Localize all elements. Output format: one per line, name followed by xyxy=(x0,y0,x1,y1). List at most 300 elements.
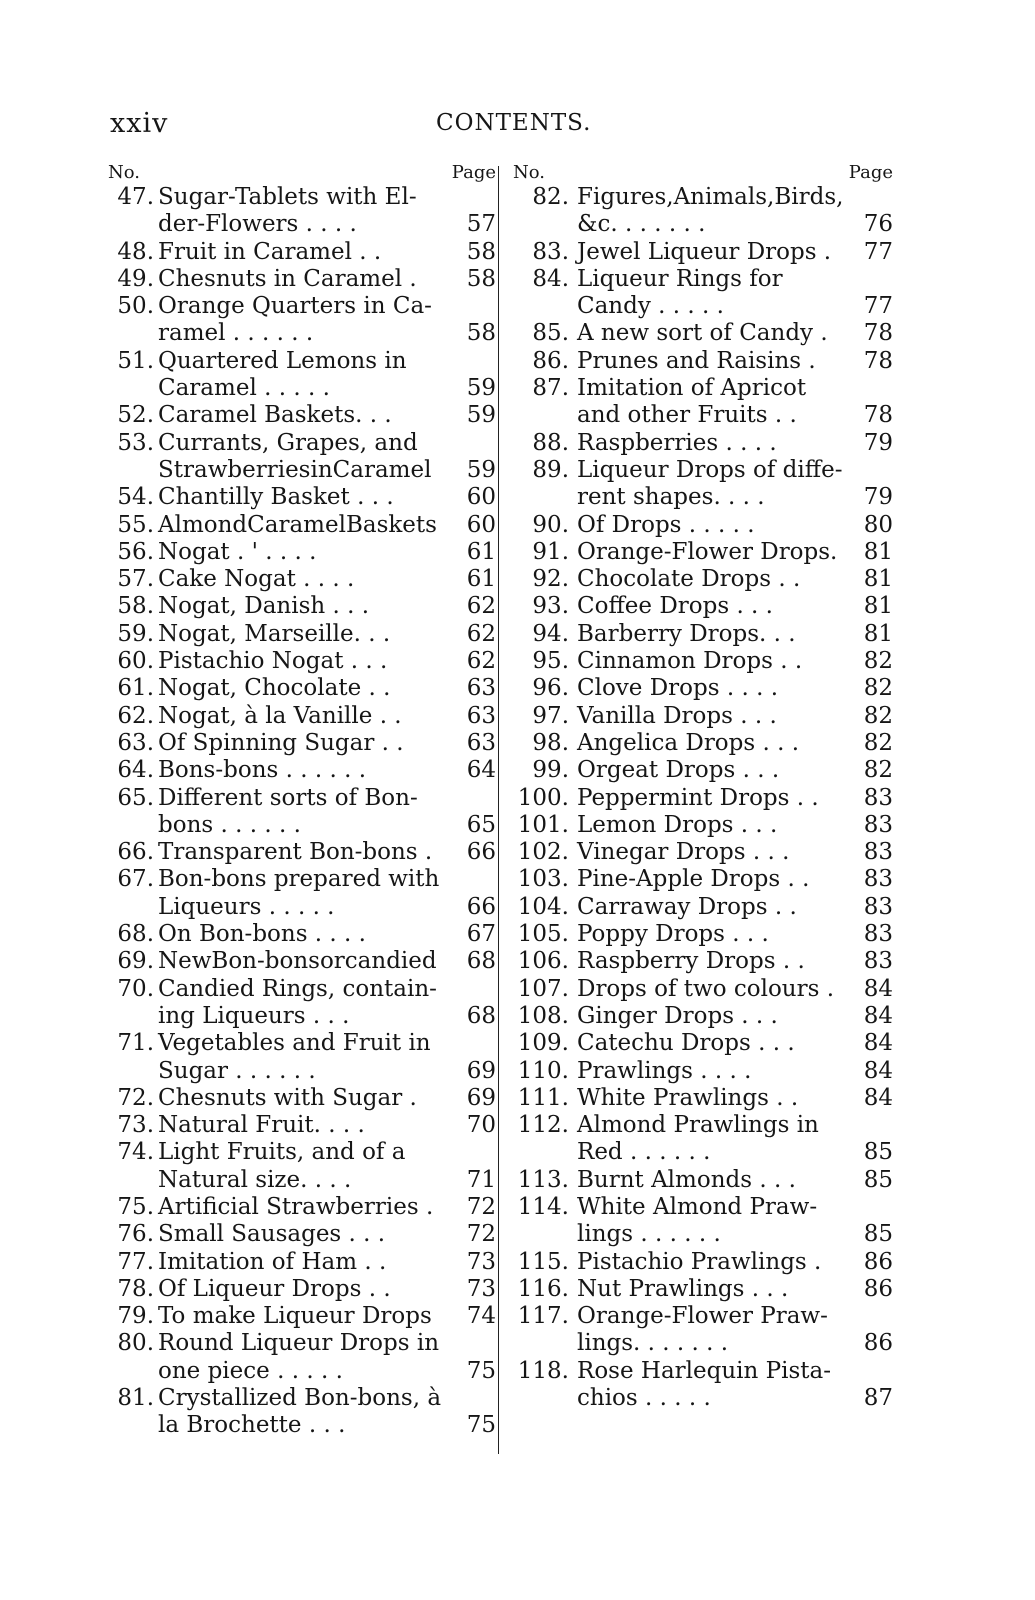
entry-title: Peppermint Drops . . xyxy=(577,784,819,811)
contents-entry xyxy=(108,703,496,730)
page-title: CONTENTS. xyxy=(436,110,592,136)
entry-page: 62 xyxy=(466,620,496,647)
entry-page: 72 xyxy=(466,1221,496,1248)
entry-number: 105. xyxy=(517,921,569,948)
entry-number: 69. xyxy=(117,948,154,975)
entry-number: 91. xyxy=(532,538,569,565)
entry-title: Poppy Drops . . . xyxy=(577,921,769,948)
contents-entry xyxy=(108,730,496,757)
contents-entry xyxy=(108,1385,496,1440)
entry-number: 104. xyxy=(517,893,569,920)
contents-entry xyxy=(513,430,893,457)
entry-title: Catechu Drops . . . xyxy=(577,1030,795,1057)
entry-page: 82 xyxy=(863,757,893,784)
contents-entry xyxy=(108,1221,496,1248)
contents-entry xyxy=(108,184,496,239)
entry-page: 63 xyxy=(466,702,496,729)
contents-entry xyxy=(108,266,496,293)
entry-page: 84 xyxy=(863,1030,893,1057)
contents-entry xyxy=(108,293,496,348)
contents-entry xyxy=(513,1003,893,1030)
entry-title: Natural Fruit. . . . xyxy=(158,1112,365,1139)
contents-entry xyxy=(513,320,893,347)
contents-entry xyxy=(108,539,496,566)
contents-entry xyxy=(513,266,893,321)
entry-page: 78 xyxy=(863,320,893,347)
entry-title: Barberry Drops. . . xyxy=(577,620,796,647)
entry-title: Angelica Drops . . . xyxy=(577,729,800,756)
contents-entry xyxy=(108,402,496,429)
contents-entry xyxy=(513,539,893,566)
contents-column-left xyxy=(108,162,496,1440)
entry-number: 102. xyxy=(517,839,569,866)
entry-title: Raspberry Drops . . xyxy=(577,948,805,975)
entry-page: 81 xyxy=(863,566,893,593)
entry-number: 114. xyxy=(517,1193,569,1220)
entry-list xyxy=(108,184,496,1440)
contents-entry xyxy=(513,866,893,893)
entry-number: 71. xyxy=(117,1030,154,1057)
contents-entry xyxy=(513,239,893,266)
entry-number: 113. xyxy=(517,1166,569,1193)
contents-entry xyxy=(108,566,496,593)
contents-entry xyxy=(108,785,496,840)
entry-page: 59 xyxy=(466,456,496,483)
entry-title: Of Spinning Sugar . . xyxy=(158,729,404,756)
entry-title: Liqueur Drops of diffe- rent shapes. . . . xyxy=(577,456,843,511)
contents-entry xyxy=(108,1085,496,1112)
entry-number: 98. xyxy=(532,729,569,756)
entry-page: 59 xyxy=(466,402,496,429)
entry-title: Candied Rings, contain- ing Liqueurs . . . xyxy=(158,975,437,1029)
contents-entry xyxy=(108,866,496,921)
entry-page: 81 xyxy=(863,538,893,565)
entry-page: 84 xyxy=(863,1057,893,1084)
entry-title: Vinegar Drops . . . xyxy=(577,839,790,866)
entry-number: 111. xyxy=(517,1084,569,1111)
entry-title: Imitation of Apricot and other Fruits . . xyxy=(577,375,807,429)
entry-title: Round Liqueur Drops in one piece . . . . . xyxy=(158,1330,440,1384)
contents-column-right xyxy=(513,162,893,1412)
contents-entry xyxy=(513,593,893,620)
contents-entry xyxy=(108,839,496,866)
entry-number: 65. xyxy=(117,784,154,811)
entry-page: 83 xyxy=(863,784,893,811)
contents-entry xyxy=(108,675,496,702)
entry-number: 51. xyxy=(117,347,154,374)
entry-page: 62 xyxy=(466,593,496,620)
entry-title: AlmondCaramelBaskets xyxy=(158,511,437,538)
entry-title: To make Liqueur Drops xyxy=(158,1303,432,1330)
entry-page: 61 xyxy=(466,538,496,565)
entry-title: A new sort of Candy . xyxy=(577,320,828,347)
entry-title: Prawlings . . . . xyxy=(577,1057,752,1084)
entry-number: 66. xyxy=(117,839,154,866)
entry-number: 95. xyxy=(532,648,569,675)
contents-entry xyxy=(108,593,496,620)
entry-title: Pine-Apple Drops . . xyxy=(577,866,810,893)
contents-entry xyxy=(513,457,893,512)
entry-page: 68 xyxy=(466,948,496,975)
entry-title: Of Drops . . . . . xyxy=(577,511,755,538)
entry-page: 59 xyxy=(466,375,496,402)
entry-number: 110. xyxy=(517,1057,569,1084)
contents-entry xyxy=(513,785,893,812)
entry-title: Pistachio Prawlings . xyxy=(577,1248,822,1275)
entry-page: 61 xyxy=(466,566,496,593)
entry-page: 78 xyxy=(863,402,893,429)
contents-entry xyxy=(513,948,893,975)
contents-entry xyxy=(513,1303,893,1358)
entry-title: Caramel Baskets. . . xyxy=(158,402,392,429)
entry-number: 108. xyxy=(517,1002,569,1029)
entry-page: 58 xyxy=(466,265,496,292)
contents-entry xyxy=(513,1358,893,1413)
entry-list xyxy=(513,184,893,1412)
entry-number: 63. xyxy=(117,729,154,756)
entry-number: 76. xyxy=(117,1221,154,1248)
entry-number: 80. xyxy=(117,1330,154,1357)
entry-number: 47. xyxy=(117,184,154,210)
entry-number: 49. xyxy=(117,265,154,292)
entry-number: 79. xyxy=(117,1303,154,1330)
entry-title: Orange-Flower Drops. xyxy=(577,538,838,565)
entry-number: 93. xyxy=(532,593,569,620)
entry-page: 66 xyxy=(466,839,496,866)
entry-number: 74. xyxy=(117,1139,154,1166)
entry-page: 71 xyxy=(466,1166,496,1193)
entry-page: 60 xyxy=(466,511,496,538)
entry-page: 73 xyxy=(466,1275,496,1302)
entry-title: Bons-bons . . . . . . xyxy=(158,757,367,784)
entry-page: 83 xyxy=(863,921,893,948)
contents-entry xyxy=(108,1303,496,1330)
contents-entry xyxy=(108,1112,496,1139)
entry-page: 66 xyxy=(466,893,496,920)
entry-page: 81 xyxy=(863,620,893,647)
entry-page: 82 xyxy=(863,648,893,675)
entry-page: 65 xyxy=(466,811,496,838)
entry-page: 83 xyxy=(863,811,893,838)
entry-number: 56. xyxy=(117,538,154,565)
entry-number: 70. xyxy=(117,975,154,1002)
contents-entry xyxy=(513,1194,893,1249)
entry-page: 83 xyxy=(863,893,893,920)
entry-page: 84 xyxy=(863,1002,893,1029)
entry-page: 86 xyxy=(863,1248,893,1275)
entry-page: 75 xyxy=(466,1357,496,1384)
entry-page: 83 xyxy=(863,839,893,866)
entry-page: 85 xyxy=(863,1221,893,1248)
contents-entry xyxy=(513,839,893,866)
entry-number: 107. xyxy=(517,975,569,1002)
contents-entry xyxy=(513,921,893,948)
header-no-label: No. xyxy=(108,162,140,183)
entry-number: 78. xyxy=(117,1275,154,1302)
contents-entry xyxy=(108,976,496,1031)
entry-number: 96. xyxy=(532,675,569,702)
entry-page: 79 xyxy=(863,484,893,511)
entry-page: 82 xyxy=(863,702,893,729)
entry-number: 48. xyxy=(117,238,154,265)
entry-page: 70 xyxy=(466,1112,496,1139)
contents-entry xyxy=(108,1030,496,1085)
entry-page: 82 xyxy=(863,729,893,756)
entry-page: 58 xyxy=(466,238,496,265)
entry-title: NewBon-bonsorcandied xyxy=(158,948,437,975)
entry-number: 67. xyxy=(117,866,154,893)
entry-number: 84. xyxy=(532,265,569,292)
entry-number: 61. xyxy=(117,675,154,702)
entry-title: Artificial Strawberries . xyxy=(158,1193,434,1220)
entry-title: Prunes and Raisins . xyxy=(577,347,816,374)
entry-number: 72. xyxy=(117,1084,154,1111)
entry-page: 87 xyxy=(863,1385,893,1412)
entry-page: 60 xyxy=(466,484,496,511)
entry-title: Clove Drops . . . . xyxy=(577,675,779,702)
entry-title: Raspberries . . . . xyxy=(577,429,777,456)
contents-entry xyxy=(513,976,893,1003)
entry-number: 99. xyxy=(532,757,569,784)
entry-number: 101. xyxy=(517,811,569,838)
entry-title: Drops of two colours . xyxy=(577,975,835,1002)
contents-entry xyxy=(108,948,496,975)
contents-entry xyxy=(513,184,893,239)
running-head xyxy=(0,108,1035,148)
entry-number: 58. xyxy=(117,593,154,620)
entry-title: Light Fruits, and of a Natural size. . . . xyxy=(158,1139,406,1193)
contents-entry xyxy=(108,430,496,485)
entry-title: Cinnamon Drops . . xyxy=(577,648,803,675)
contents-entry xyxy=(513,348,893,375)
entry-title: Crystallized Bon-bons, à la Brochette . . . xyxy=(158,1385,442,1439)
entry-page: 64 xyxy=(466,757,496,784)
contents-entry xyxy=(513,375,893,430)
entry-number: 97. xyxy=(532,702,569,729)
entry-number: 85. xyxy=(532,320,569,347)
contents-entry xyxy=(108,1276,496,1303)
entry-title: Burnt Almonds . . . xyxy=(577,1166,796,1193)
entry-number: 106. xyxy=(517,948,569,975)
entry-page: 84 xyxy=(863,1084,893,1111)
entry-page: 63 xyxy=(466,729,496,756)
contents-entry xyxy=(513,621,893,648)
entry-title: Nogat . ' . . . . xyxy=(158,538,317,565)
entry-title: Imitation of Ham . . xyxy=(158,1248,387,1275)
entry-page: 74 xyxy=(466,1303,496,1330)
header-page-label: Page xyxy=(848,162,893,183)
entry-title: Quartered Lemons in Caramel . . . . . xyxy=(158,347,407,402)
entry-title: Carraway Drops . . xyxy=(577,893,797,920)
entry-title: Lemon Drops . . . xyxy=(577,811,778,838)
entry-number: 81. xyxy=(117,1385,154,1412)
entry-title: Ginger Drops . . . xyxy=(577,1002,778,1029)
entry-number: 88. xyxy=(532,429,569,456)
entry-number: 53. xyxy=(117,429,154,456)
entry-title: Cake Nogat . . . . xyxy=(158,566,355,593)
entry-title: Chocolate Drops . . xyxy=(577,566,801,593)
entry-number: 50. xyxy=(117,293,154,320)
entry-page: 75 xyxy=(466,1412,496,1439)
contents-entry xyxy=(513,1058,893,1085)
contents-entry xyxy=(513,1112,893,1167)
header-no-label: No. xyxy=(513,162,545,183)
contents-entry xyxy=(108,1139,496,1194)
entry-page: 72 xyxy=(466,1193,496,1220)
entry-title: Nut Prawlings . . . xyxy=(577,1275,789,1302)
contents-entry xyxy=(513,812,893,839)
entry-title: Nogat, Marseille. . . xyxy=(158,620,391,647)
entry-page: 85 xyxy=(863,1166,893,1193)
contents-entry xyxy=(513,648,893,675)
entry-title: White Prawlings . . xyxy=(577,1084,799,1111)
entry-page: 79 xyxy=(863,429,893,456)
entry-title: Bon-bons prepared with Liqueurs . . . . . xyxy=(158,866,440,920)
entry-page: 58 xyxy=(466,320,496,347)
entry-number: 62. xyxy=(117,702,154,729)
entry-number: 90. xyxy=(532,511,569,538)
entry-title: Currants, Grapes, and StrawberriesinCaramel xyxy=(158,429,432,483)
entry-title: Orange-Flower Praw- lings. . . . . . . xyxy=(577,1303,828,1357)
entry-title: Pistachio Nogat . . . xyxy=(158,648,388,675)
page-number: xxiv xyxy=(110,108,169,139)
entry-page: 76 xyxy=(863,211,893,238)
entry-number: 68. xyxy=(117,921,154,948)
contents-entry xyxy=(108,348,496,403)
entry-page: 83 xyxy=(863,948,893,975)
entry-page: 86 xyxy=(863,1275,893,1302)
entry-number: 109. xyxy=(517,1030,569,1057)
entry-title: White Almond Praw- lings . . . . . . xyxy=(577,1193,818,1248)
entry-number: 92. xyxy=(532,566,569,593)
entry-page: 86 xyxy=(863,1330,893,1357)
column-header xyxy=(513,162,893,184)
entry-title: Orgeat Drops . . . xyxy=(577,757,780,784)
entry-title: Different sorts of Bon- bons . . . . . . xyxy=(158,784,418,838)
entry-page: 77 xyxy=(863,293,893,320)
entry-number: 103. xyxy=(517,866,569,893)
entry-page: 68 xyxy=(466,1002,496,1029)
entry-title: Chesnuts in Caramel . xyxy=(158,265,417,292)
entry-number: 87. xyxy=(532,375,569,402)
entry-title: Coffee Drops . . . xyxy=(577,593,773,620)
entry-title: Nogat, à la Vanille . . xyxy=(158,702,402,729)
entry-page: 80 xyxy=(863,511,893,538)
contents-entry xyxy=(108,921,496,948)
contents-entry xyxy=(513,512,893,539)
contents-entry xyxy=(513,757,893,784)
entry-number: 60. xyxy=(117,648,154,675)
entry-title: Chantilly Basket . . . xyxy=(158,484,394,511)
contents-entry xyxy=(108,239,496,266)
entry-number: 77. xyxy=(117,1248,154,1275)
contents-entry xyxy=(513,1167,893,1194)
contents-entry xyxy=(108,621,496,648)
entry-title: Vanilla Drops . . . xyxy=(577,702,777,729)
contents-entry xyxy=(108,757,496,784)
entry-number: 52. xyxy=(117,402,154,429)
entry-number: 116. xyxy=(517,1275,569,1302)
entry-title: Liqueur Rings for Candy . . . . . xyxy=(577,265,783,320)
entry-number: 112. xyxy=(517,1112,569,1139)
column-header xyxy=(108,162,496,184)
contents-entry xyxy=(108,512,496,539)
entry-title: Small Sausages . . . xyxy=(158,1221,386,1248)
entry-title: Of Liqueur Drops . . xyxy=(158,1275,391,1302)
contents-entry xyxy=(108,484,496,511)
contents-entry xyxy=(108,648,496,675)
entry-number: 83. xyxy=(532,238,569,265)
entry-number: 73. xyxy=(117,1112,154,1139)
contents-entry xyxy=(108,1249,496,1276)
entry-title: On Bon-bons . . . . xyxy=(158,921,366,948)
contents-entry xyxy=(108,1330,496,1385)
entry-number: 82. xyxy=(532,184,569,210)
contents-entry xyxy=(513,1030,893,1057)
entry-page: 67 xyxy=(466,921,496,948)
entry-page: 85 xyxy=(863,1139,893,1166)
contents-entry xyxy=(513,566,893,593)
entry-title: Figures,Animals,Birds, &c. . . . . . . xyxy=(577,184,844,238)
entry-title: Sugar-Tablets with El- der-Flowers . . . . xyxy=(158,184,417,238)
entry-title: Vegetables and Fruit in Sugar . . . . . . xyxy=(158,1030,431,1084)
contents-entry xyxy=(513,894,893,921)
entry-title: Orange Quarters in Ca- ramel . . . . . . xyxy=(158,293,432,347)
entry-page: 77 xyxy=(863,238,893,265)
entry-title: Fruit in Caramel . . xyxy=(158,238,382,265)
entry-title: Almond Prawlings in Red . . . . . . xyxy=(577,1112,819,1166)
entry-title: Nogat, Chocolate . . xyxy=(158,675,391,702)
entry-number: 115. xyxy=(517,1248,569,1275)
contents-entry xyxy=(513,1085,893,1112)
entry-title: Chesnuts with Sugar . xyxy=(158,1084,417,1111)
header-page-label: Page xyxy=(451,162,496,183)
contents-entry xyxy=(513,730,893,757)
entry-title: Jewel Liqueur Drops . xyxy=(577,238,832,265)
contents-entry xyxy=(513,703,893,730)
entry-page: 57 xyxy=(466,211,496,238)
contents-entry xyxy=(513,1249,893,1276)
column-divider xyxy=(498,166,499,1454)
entry-page: 84 xyxy=(863,975,893,1002)
entry-page: 69 xyxy=(466,1084,496,1111)
contents-entry xyxy=(513,675,893,702)
entry-page: 69 xyxy=(466,1057,496,1084)
contents-entry xyxy=(108,1194,496,1221)
entry-page: 82 xyxy=(863,675,893,702)
entry-page: 63 xyxy=(466,675,496,702)
entry-page: 62 xyxy=(466,648,496,675)
entry-number: 64. xyxy=(117,757,154,784)
entry-page: 73 xyxy=(466,1248,496,1275)
entry-title: Rose Harlequin Pista- chios . . . . . xyxy=(577,1357,831,1412)
entry-page: 83 xyxy=(863,866,893,893)
entry-number: 57. xyxy=(117,566,154,593)
entry-page: 78 xyxy=(863,347,893,374)
entry-title: Transparent Bon-bons . xyxy=(158,839,433,866)
contents-entry xyxy=(513,1276,893,1303)
entry-number: 94. xyxy=(532,620,569,647)
entry-number: 118. xyxy=(517,1357,569,1384)
entry-number: 55. xyxy=(117,511,154,538)
entry-number: 75. xyxy=(117,1193,154,1220)
entry-title: Nogat, Danish . . . xyxy=(158,593,370,620)
entry-number: 100. xyxy=(517,784,569,811)
entry-number: 86. xyxy=(532,347,569,374)
entry-number: 59. xyxy=(117,620,154,647)
entry-number: 117. xyxy=(517,1303,569,1330)
entry-number: 54. xyxy=(117,484,154,511)
